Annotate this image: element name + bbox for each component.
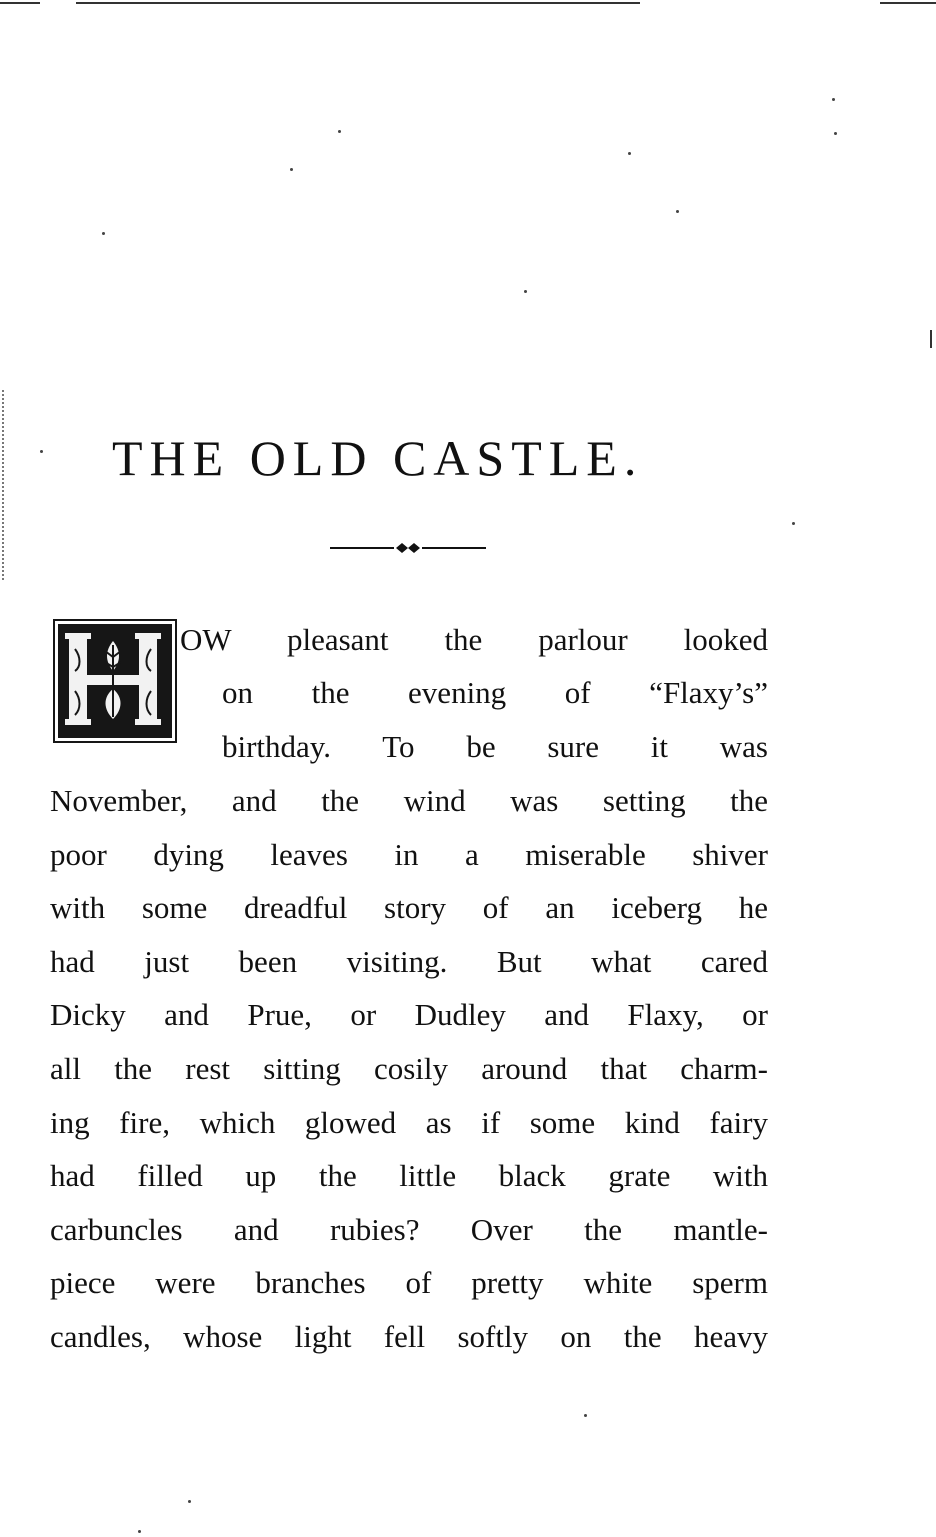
binding-edge	[2, 390, 8, 580]
text-line: Dicky and Prue, or Dudley and Flaxy, or	[50, 997, 768, 1032]
text-line: had just been visiting. But what cared	[50, 944, 768, 979]
text-line: ing fire, which glowed as if some kind fairy	[50, 1105, 768, 1140]
text-line: all the rest sitting cosily around that charm-	[50, 1051, 768, 1086]
text-line: poor dying leaves in a miserable shiver	[50, 837, 768, 872]
paper-speck	[102, 232, 105, 235]
text-line: candles, whose light fell softly on the heavy	[50, 1319, 768, 1354]
text-line: November, and the wind was setting the	[50, 783, 768, 818]
paper-speck	[524, 290, 527, 293]
paper-speck	[290, 168, 293, 171]
paper-speck	[834, 132, 837, 135]
text-line: on the evening of “Flaxy’s”	[222, 675, 768, 710]
text-line: had filled up the little black grate with	[50, 1158, 768, 1193]
top-edge-gap	[40, 0, 76, 6]
text-line: with some dreadful story of an iceberg he	[50, 890, 768, 925]
paper-speck	[338, 130, 341, 133]
paper-speck	[832, 98, 835, 101]
text-line: birthday. To be sure it was	[222, 729, 768, 764]
paper-speck	[138, 1530, 141, 1533]
text-line: piece were branches of pretty white sperm	[50, 1265, 768, 1300]
paper-speck	[584, 1414, 587, 1417]
text-line: carbuncles and rubies? Over the mantle-	[50, 1212, 768, 1247]
drop-cap-letter	[58, 624, 172, 738]
paper-speck	[628, 152, 631, 155]
chapter-title: THE OLD CASTLE.	[112, 430, 644, 486]
paper-speck	[792, 522, 795, 525]
paper-speck	[676, 210, 679, 213]
paper-speck	[188, 1500, 191, 1503]
text-line: OW pleasant the parlour looked	[180, 622, 768, 657]
paper-speck	[40, 450, 43, 453]
top-edge-gap	[640, 0, 880, 6]
ornament-divider	[330, 540, 486, 556]
edge-mark	[930, 330, 932, 348]
